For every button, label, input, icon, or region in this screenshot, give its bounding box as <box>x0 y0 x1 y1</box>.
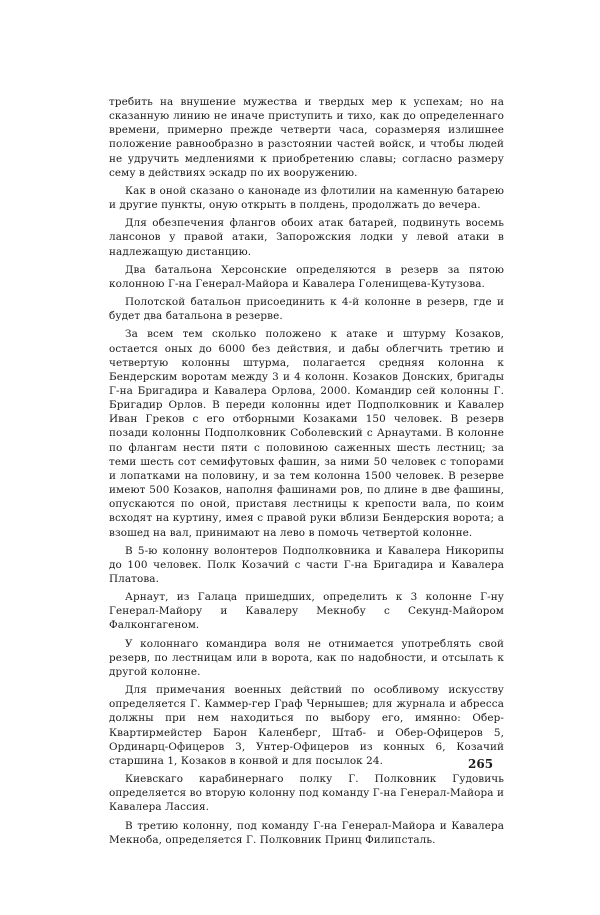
paragraph: У колоннаго командира воля не отнимается употреблять свой резерв, по лестницам или в ворота, как по надобности, и отсылать к другой колонне. <box>109 637 504 678</box>
paragraph: Два батальона Херсонские определяются в резерв за пятою колонною Г-на Генерал-Майора и Кавалера Голенищева-Кутузова. <box>109 263 504 290</box>
paragraph: В 5-ю колонну волонтеров Подполковника и Кавалера Никорипы до 100 человек. Полк Козачий с части Г-на Бригадира и Кавалера Платова. <box>109 544 504 585</box>
paragraph: Полотской батальон присоединить к 4-й колонне в резерв, где и будет два батальона в резерве. <box>109 296 504 323</box>
page-number: 265 <box>468 757 494 771</box>
paragraph: требить на внушение мужества и твердых мер к успехам; но на сказанную линию не иначе приступить и тихо, как до определеннаго времени, примерно прежде четверти часа, соразмеряя излишнее положение равнообразно в разстоянии частей войск, и чтобы людей не удручить медлениями к приобретению славы; согласно размеру сему в действиях эскадр по их вооружению. <box>109 96 504 179</box>
paragraph: Для примечания военных действий по особливому искусству определяется Г. Каммер-гер Граф Чернышев; для журнала и абресса должны при нем находиться по выбору его, имянно: Обер-Квартирмейстер Барон Каленберг, Штаб- и Обер-Офицеров 5, Ординарц-Офицеров 3, Унтер-Офицеров из конных 6, Козачий старшина 1, Козаков в конвой и для посылок 24. <box>109 684 504 767</box>
paragraph: В третию колонну, под команду Г-на Генерал-Майора и Кавалера Мекноба, определяется Г. Полковник Принц Филипсталь. <box>109 819 504 846</box>
page-body <box>109 95 504 851</box>
paragraph: Как в оной сказано о канонаде из флотилии на каменную батарею и другие пункты, оную открыть в полдень, продолжать до вечера. <box>109 184 504 212</box>
paragraph: Для обезпечения флангов обоих атак батарей, подвинуть восемь лансонов у правой атаки, Запорожския лодки у левой атаки в надлежащую дистанцию. <box>109 217 504 258</box>
paragraph: Арнаут, из Галаца пришедших, определить к 3 колонне Г-ну Генерал-Майору и Кавалеру Мекнобу с Секунд-Майором Фалконгагеном. <box>109 591 504 632</box>
paragraph: Киевскаго карабинернаго полку Г. Полковник Гудовичь определяется во вторую колонну под команду Г-на Генерал-Майора и Кавалера Лассия. <box>109 773 504 814</box>
paragraph: За всем тем сколько положено к атаке и штурму Козаков, остается оных до 6000 без действия, и дабы облегчить третию и четвертую колонны штурма, полагается средняя колонна к Бендерским воротам между 3 и 4 колонн. Козаков Донских, бригады Г-на Бригадира и Кавалера Орлова, 2000. Командир сей колонны Г. Бригадир Орлов. В переди колонны идет Подполковник и Кавалер Иван Греков с его отборными Козаками 150 человек. В резерв позади колонны Подполковник Соболевский с Арнаутами. В колонне по флангам нести пяти с половиною саженных шесть лестниц; за теми шесть сот семифутовых фашин, за ними 50 человек с топорами и лопатками на половину, и за тем колонна 1500 человек. В резерве имеют 500 Козаков, наполня фашинами ров, по длине в две фашины, опускаются по оной, приставя лестницы к крепости вала, по коим всходят на куртину, имея с правой руки вблизи Бендерския ворота; а взошед на вал, принимают на лево в помочь четвертой колонне. <box>109 328 504 539</box>
